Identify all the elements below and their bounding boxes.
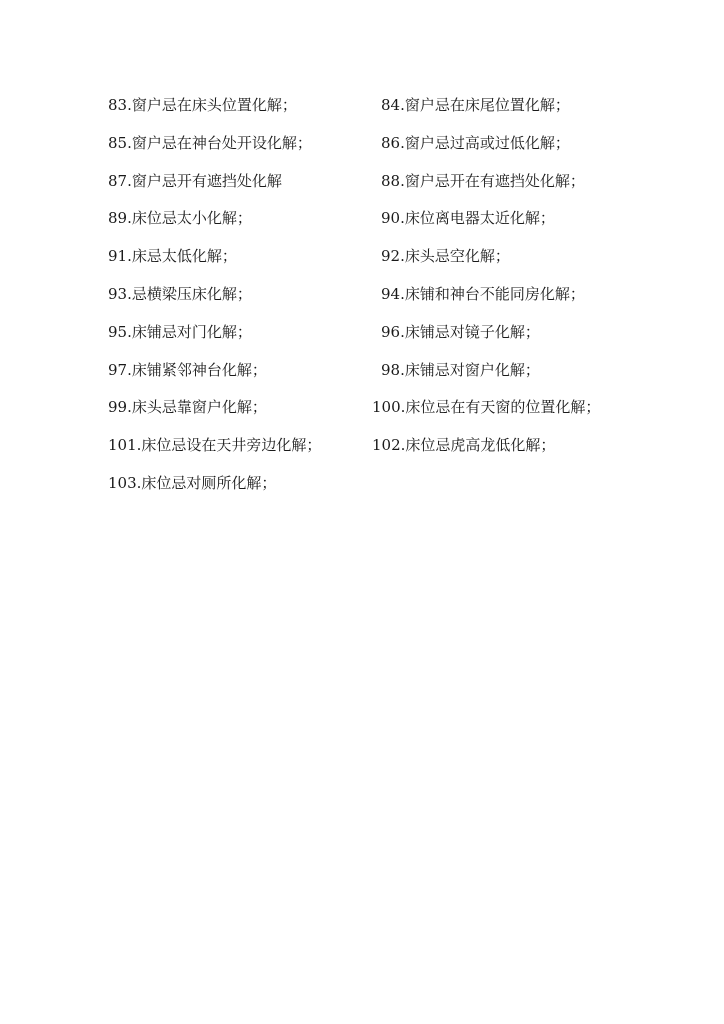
list-item: 91.床忌太低化解； [108, 247, 237, 266]
list-item: 100.床位忌在有天窗的位置化解； [372, 398, 601, 417]
list-item: 83.窗户忌在床头位置化解； [108, 96, 297, 114]
list-item: 102.床位忌虎高龙低化解； [372, 436, 556, 455]
list-row [0, 394, 724, 432]
list-row [0, 243, 724, 281]
list-row [0, 130, 724, 168]
list-item: 95.床铺忌对门化解； [108, 322, 252, 341]
list-row [0, 470, 724, 508]
list-row [0, 432, 724, 470]
list-item: 94.床铺和神台不能同房化解； [381, 284, 585, 303]
list-item: 87.窗户忌开有遮挡处化解 [108, 171, 282, 190]
list-item: 103.床位忌对厕所化解； [108, 473, 277, 492]
list-item: 97.床铺紧邻神台化解； [108, 360, 267, 379]
list-item: 101.床位忌设在天井旁边化解； [108, 436, 322, 455]
list-row [0, 92, 724, 130]
list-row [0, 205, 724, 243]
list-item: 93.忌横梁压床化解； [108, 284, 252, 303]
list-item: 88.窗户忌开在有遮挡处化解； [381, 171, 585, 190]
list-item: 86.窗户忌过高或过低化解； [381, 133, 570, 152]
list-row [0, 319, 724, 357]
list-item: 84.窗户忌在床尾位置化解； [381, 96, 570, 114]
list-item: 99.床头忌靠窗户化解； [108, 398, 267, 417]
remedy-list [0, 92, 724, 508]
list-item: 98.床铺忌对窗户化解； [381, 360, 540, 379]
list-row [0, 357, 724, 395]
list-item: 90.床位离电器太近化解； [381, 209, 555, 228]
list-row [0, 168, 724, 206]
list-row [0, 281, 724, 319]
list-item: 89.床位忌太小化解； [108, 209, 252, 228]
list-item: 85.窗户忌在神台处开设化解； [108, 133, 312, 152]
list-item: 96.床铺忌对镜子化解； [381, 322, 540, 341]
list-item: 92.床头忌空化解； [381, 247, 510, 266]
